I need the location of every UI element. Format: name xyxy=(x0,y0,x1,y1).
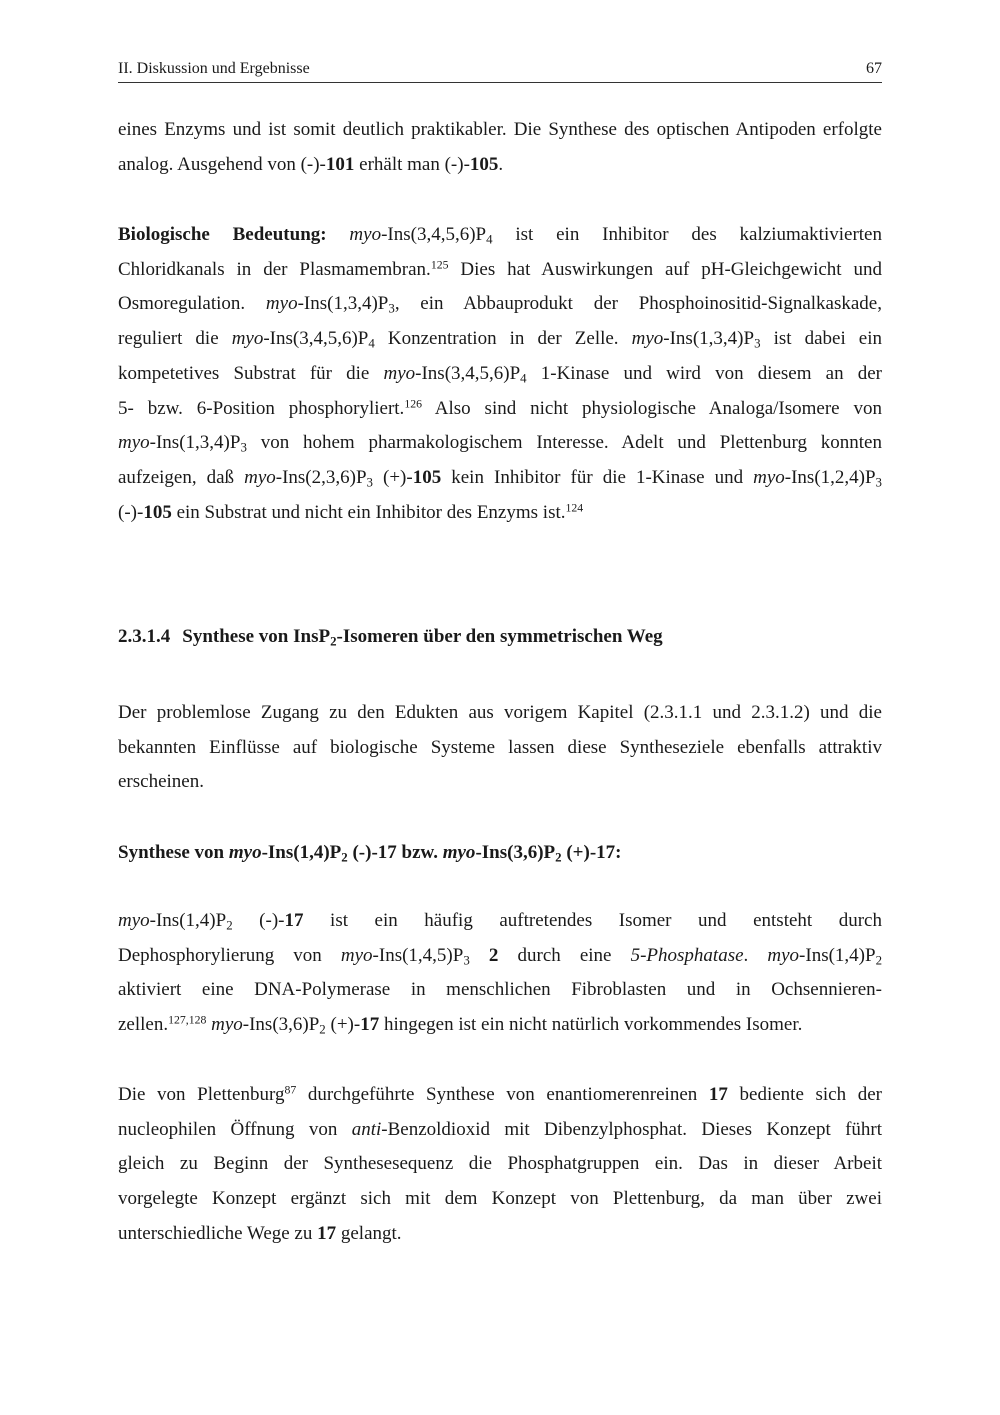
text-line: gleich zu Beginn der Synthesesequenz die Phosphatgruppen ein. Das in dieser Arbeit xyxy=(118,1153,882,1175)
page-number: 67 xyxy=(866,60,882,77)
text-line: bekannten Einflüsse auf biologische Systeme lassen diese Syntheseziele ebenfalls attraktiv xyxy=(118,736,882,758)
text-line: myo-$Ins(1,4)P_2$ (-)-17 ist ein häufig auftretendes Isomer und entsteht durch xyxy=(118,910,882,933)
paragraph-intro xyxy=(118,696,882,800)
paragraph-myo-ins-14 xyxy=(118,904,882,1043)
text-line: 5- bzw. 6-Position phosphoryliert.$^{126}$ Also sind nicht physiologische Analoga/Isomere von xyxy=(118,397,882,419)
citation: 126 xyxy=(404,397,422,411)
compound-101: 101 xyxy=(325,153,355,175)
text-line: zellen.$^{127,128}$ myo-$Ins(3,6)P_2$ (+)-17 hingegen ist ein nicht natürlich vorkommendes Isomer. xyxy=(118,1013,803,1037)
section-heading: 2.3.1.4 Synthese von InsP$_2$-Isomeren über den symmetrischen Weg xyxy=(118,626,663,649)
text-line: erscheinen. xyxy=(118,771,204,793)
citation: 124 xyxy=(565,501,584,515)
text-line: vorgelegte Konzept ergänzt sich mit dem Konzept von Plettenburg, da man über zwei xyxy=(118,1188,882,1210)
subheading: Synthese von myo-$Ins(1,4)P_2$ (-)-17 bzw. myo-$Ins(3,6)P_2$ (+)-17: xyxy=(118,842,622,865)
text-line: (-)-105 ein Substrat und nicht ein Inhibitor des Enzyms ist.$^{124}$ xyxy=(118,501,584,523)
text-line: Osmoregulation. myo-$Ins(1,3,4)P_3$, ein Abbauprodukt der Phosphoinositid-Signalkaskade, xyxy=(118,293,882,317)
section-number: 2.3.1.4 xyxy=(118,626,171,647)
paragraph-continuation: eines Enzyms und ist somit deutlich praktikabler. Die Synthese des optischen Antipoden erfolgte analog. Ausgehend von (-)-101 erhält man (-)-105. xyxy=(118,119,882,175)
citation: 87 xyxy=(284,1083,297,1097)
text-line: myo-$Ins(1,3,4)P_3$ von hohem pharmakologischem Interesse. Adelt und Plettenburg konnten xyxy=(118,432,882,455)
text-line: aktiviert eine DNA-Polymerase in menschlichen Fibroblasten und in Ochsennieren- xyxy=(118,979,882,1001)
text-line: Chloridkanals in der Plasmamembran.$^{125}$ Dies hat Auswirkungen auf pH-Gleichgewicht und xyxy=(118,258,882,280)
chapter-title: II. Diskussion und Ergebnisse xyxy=(118,60,310,77)
citation: 127,128 xyxy=(168,1013,207,1027)
running-header xyxy=(118,60,882,83)
citation: 125 xyxy=(430,258,449,272)
text-line: unterschiedliche Wege zu 17 gelangt. xyxy=(118,1222,402,1244)
text-line: kompetetives Substrat für die myo-$Ins(3,4,5,6)P_4$ 1-Kinase und wird von diesem an der xyxy=(118,362,882,386)
text-line: Biologische Bedeutung: myo-$Ins(3,4,5,6)P_4$ ist ein Inhibitor des kalziumaktivierten xyxy=(118,224,882,247)
compound-105: 105 xyxy=(469,153,499,175)
text-line: Die von Plettenburg$^{87}$ durchgeführte Synthese von enantiomerenreinen 17 bediente sich der xyxy=(118,1083,882,1105)
paragraph-plettenburg xyxy=(118,1078,882,1252)
text-line: reguliert die myo-$Ins(3,4,5,6)P_4$ Konzentration in der Zelle. myo-$Ins(1,3,4)P_3$ ist dabei ein xyxy=(118,328,882,351)
run-in-heading: Biologische Bedeutung: xyxy=(118,224,327,245)
text-line: Dephosphorylierung von myo-$Ins(1,4,5)P_3$ 2 durch eine 5-Phosphatase. myo-$Ins(1,4)P_2$ xyxy=(118,944,883,968)
text-line: aufzeigen, daß myo-$Ins(2,3,6)P_3$ (+)-105 kein Inhibitor für die 1-Kinase und myo-$Ins(1,2,4)P_3$ xyxy=(118,466,882,490)
text-line: Der problemlose Zugang zu den Edukten aus vorigem Kapitel (2.3.1.1 und 2.3.1.2) und die xyxy=(118,702,882,723)
paragraph-biological-significance xyxy=(118,218,882,530)
text-line: nucleophilen Öffnung von anti-Benzoldioxid mit Dibenzylphosphat. Dieses Konzept führt xyxy=(118,1118,883,1140)
